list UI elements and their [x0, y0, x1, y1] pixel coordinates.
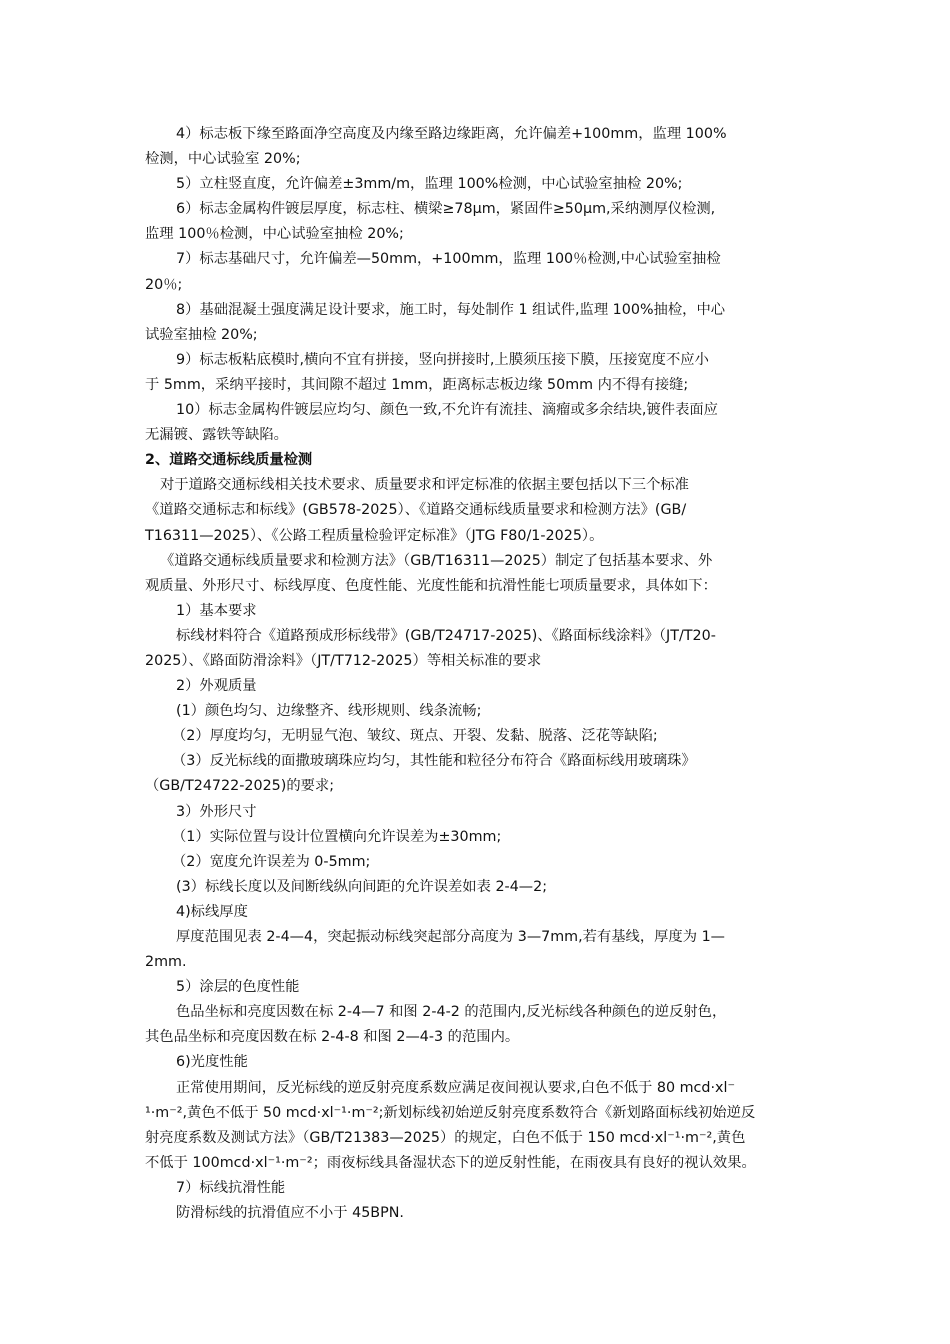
paragraph-line: 《道路交通标志和标线》(GB578-2025）、《道路交通标线质量要求和检测方法》(GB/ — [145, 502, 687, 519]
paragraph-line: 于 5mm，采纳平接时，其间隙不超过 1mm，距离标志板边缘 50mm 内不得有接缝; — [145, 376, 689, 393]
paragraph-line: （3）反光标线的面撒玻璃珠应均匀，其性能和粒径分布符合《路面标线用玻璃珠》 — [172, 753, 696, 770]
paragraph-line: 对于道路交通标线相关技术要求、质量要求和评定标准的依据主要包括以下三个标准 — [160, 477, 689, 494]
paragraph-line: 《道路交通标线质量要求和检测方法》（GB/T16311—2025）制定了包括基本要求、外 — [160, 552, 713, 569]
paragraph-line: (1）颜色均匀、边缘整齐、线形规则、线条流畅; — [176, 703, 482, 720]
paragraph-line: 其色品坐标和亮度因数在标 2-4-8 和图 2—4-3 的范围内。 — [145, 1029, 520, 1046]
paragraph-line: 无漏镀、露铁等缺陷。 — [145, 427, 288, 444]
subsection-heading: 1）基本要求 — [176, 602, 257, 619]
subsection-heading: 2）外观质量 — [176, 678, 257, 695]
paragraph-line: 10）标志金属构件镀层应均匀、颜色一致,不允许有流挂、滴瘤或多余结块,镀件表面应 — [176, 402, 718, 419]
subsection-heading: 4)标线厚度 — [176, 903, 248, 920]
paragraph-line: （1）实际位置与设计位置横向允许误差为±30mm; — [172, 828, 502, 845]
paragraph-line: 标线材料符合《道路预成形标线带》(GB/T24717-2025)、《路面标线涂料》（JT/T20- — [176, 627, 716, 644]
paragraph-line: 2025）、《路面防滑涂料》（JT/T712-2025）等相关标准的要求 — [145, 652, 542, 669]
paragraph-line: (3）标线长度以及间断线纵向间距的允许误差如表 2-4—2; — [176, 878, 548, 895]
paragraph-line: ¹·m⁻²,黄色不低于 50 mcd·xl⁻¹·m⁻²;新划标线初始逆反射亮度系数符合《新划路面标线初始逆反 — [145, 1104, 756, 1121]
subsection-heading: 3）外形尺寸 — [176, 803, 257, 820]
section-heading: 2、道路交通标线质量检测 — [145, 452, 313, 469]
paragraph-line: 8）基础混凝土强度满足设计要求，施工时，每处制作 1 组试件,监理 100%抽检，中心 — [176, 301, 726, 318]
paragraph-line: 6）标志金属构件镀层厚度，标志柱、横梁≥78μm，紧固件≥50μm,采纳测厚仪检测, — [176, 201, 716, 218]
paragraph-line: （GB/T24722-2025)的要求; — [145, 778, 335, 795]
paragraph-line: 监理 100％检测，中心试验室抽检 20%; — [145, 226, 404, 243]
paragraph-line: 色品坐标和亮度因数在标 2-4—7 和图 2-4-2 的范围内,反光标线各种颜色的逆反射色， — [176, 1004, 727, 1021]
paragraph-line: 观质量、外形尺寸、标线厚度、色度性能、光度性能和抗滑性能七项质量要求，具体如下： — [145, 577, 717, 594]
paragraph-line: （2）宽度允许误差为 0-5mm; — [172, 853, 371, 870]
paragraph-line: 2mm. — [145, 954, 187, 971]
subsection-heading: 5）涂层的色度性能 — [176, 979, 300, 996]
paragraph-line: 5）立柱竖直度，允许偏差±3mm/m，监理 100%检测，中心试验室抽检 20%; — [176, 176, 683, 193]
paragraph-line: 试验室抽检 20%; — [145, 326, 258, 343]
paragraph-line: 4）标志板下缘至路面净空高度及内缘至路边缘距离，允许偏差+100mm，监理 100% — [176, 126, 727, 142]
paragraph-line: （2）厚度均匀，无明显气泡、皱纹、斑点、开裂、发黏、脱落、泛花等缺陷; — [172, 728, 658, 745]
subsection-heading: 6)光度性能 — [176, 1054, 248, 1071]
paragraph-line: 厚度范围见表 2-4—4，突起振动标线突起部分高度为 3—7mm,若有基线，厚度为 1— — [176, 929, 725, 945]
paragraph-line: 9）标志板粘底模时,横向不宜有拼接，竖向拼接时,上膜须压接下膜，压接宽度不应小 — [176, 351, 709, 368]
paragraph-line: 正常使用期间，反光标线的逆反射亮度系数应满足夜间视认要求,白色不低于 80 mcd·xl⁻ — [176, 1079, 736, 1096]
paragraph-line: 检测，中心试验室 20%; — [145, 151, 301, 168]
paragraph-line: T16311—2025）、《公路工程质量检验评定标准》（JTG F80/1-2025）。 — [145, 527, 604, 544]
paragraph-line: 射亮度系数及测试方法》（GB/T21383—2025）的规定，白色不低于 150 mcd·xl⁻¹·m⁻²,黄色 — [145, 1129, 746, 1146]
paragraph-line: 20％; — [145, 276, 183, 293]
paragraph-line: 不低于 100mcd·xl⁻¹·m⁻²；雨夜标线具备湿状态下的逆反射性能，在雨夜具有良好的视认效果。 — [145, 1154, 756, 1171]
paragraph-line: 防滑标线的抗滑值应不小于 45BPN. — [176, 1205, 404, 1222]
document-body — [145, 122, 813, 1226]
paragraph-line: 7）标志基础尺寸，允许偏差—50mm，+100mm，监理 100％检测,中心试验室抽检 — [176, 251, 721, 268]
subsection-heading: 7）标线抗滑性能 — [176, 1179, 286, 1196]
